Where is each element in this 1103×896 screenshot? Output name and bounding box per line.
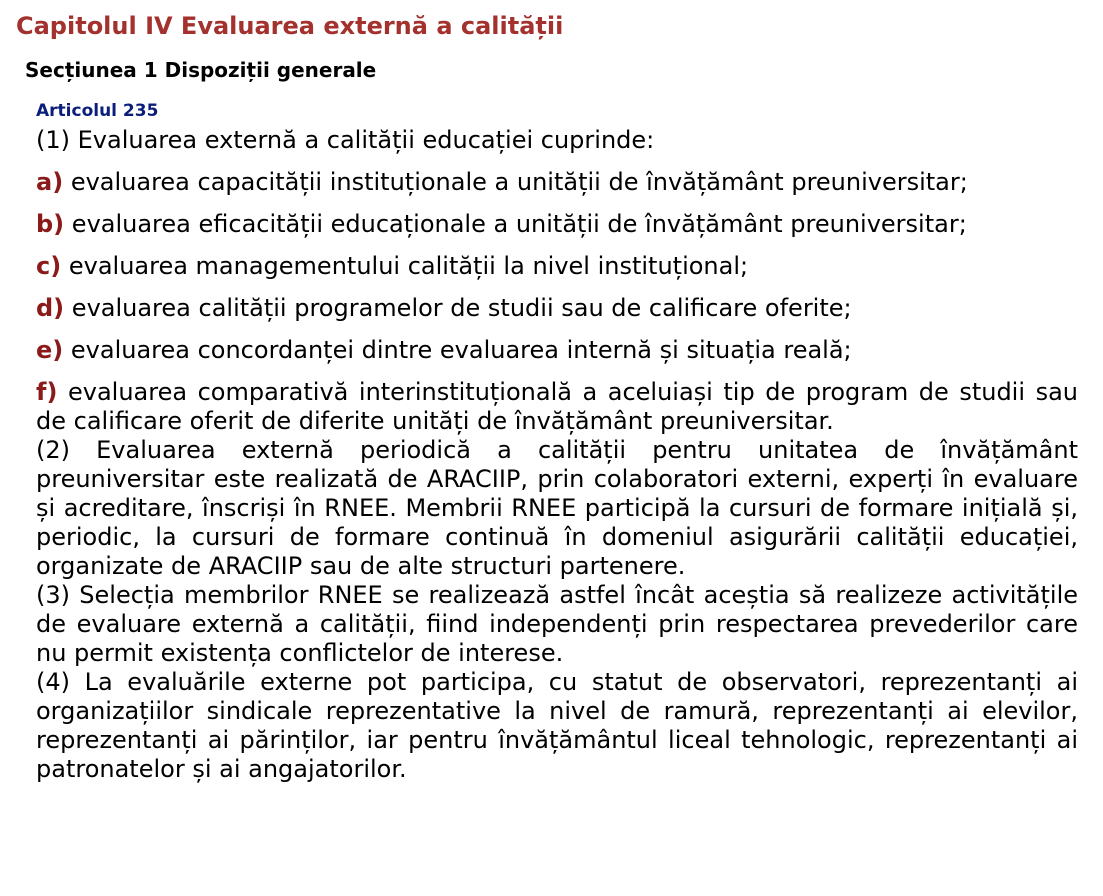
paragraph-3: (3) Selecția membrilor RNEE se realizează astfel încât aceștia să realizeze activitățile de evaluare externă a calității, fiind independenți prin respectarea prevederilor care nu permit existența conflictelor de interese. xyxy=(36,581,1078,667)
list-item-b xyxy=(36,210,1078,239)
list-item-text: evaluarea capacității instituționale a unității de învățământ preuniversitar; xyxy=(70,168,968,196)
paragraph-4: (4) La evaluările externe pot participa, cu statut de observatori, reprezentanți ai organizațiilor sindicale reprezentative la nivel de ramură, reprezentanți ai elevilor, reprezentanți ai părinților, iar pentru învățământul liceal tehnologic, reprezentanți ai patronatelor și ai angajatorilor. xyxy=(36,668,1078,783)
list-item-letter: b) xyxy=(36,210,65,238)
paragraph-2: (2) Evaluarea externă periodică a calității pentru unitatea de învățământ preuniversitar este realizată de ARACIIP, prin colaboratori externi, experți în evaluare și acreditare, înscriși în RNEE. Membrii RNEE participă la cursuri de formare inițială și, periodic, la cursuri de formare continuă în domeniul asigurării calității educației, organizate de ARACIIP sau de alte structuri partenere. xyxy=(36,436,1078,580)
chapter-title: Capitolul IV Evaluarea externă a calității xyxy=(16,12,564,40)
list-item-a xyxy=(36,168,1078,197)
list-item-text: evaluarea managementului calității la nivel instituțional; xyxy=(68,252,749,280)
list-item-letter: f) xyxy=(36,378,58,406)
list-item-text: evaluarea eficacității educaționale a unității de învățământ preuniversitar; xyxy=(71,210,967,238)
list-item-letter: a) xyxy=(36,168,64,196)
article-title: Articolul 235 xyxy=(36,101,159,121)
list-item-e xyxy=(36,336,1078,365)
list-item-letter: d) xyxy=(36,294,65,322)
section-title: Secțiunea 1 Dispoziții generale xyxy=(25,58,377,82)
list-item-f xyxy=(36,378,1078,436)
paragraph-1-intro: (1) Evaluarea externă a calității educației cuprinde: xyxy=(36,126,655,154)
list-item-c xyxy=(36,252,1078,281)
list-item-text: evaluarea calității programelor de studii sau de calificare oferite; xyxy=(71,294,852,322)
list-item-d xyxy=(36,294,1078,323)
list-item-letter: e) xyxy=(36,336,64,364)
list-item-text: evaluarea comparativă interinstituțională a aceluiași tip de program de studii sau de calificare oferit de diferite unități de învățământ preuniversitar. xyxy=(36,378,1078,435)
list-item-letter: c) xyxy=(36,252,62,280)
article-body xyxy=(36,126,1078,784)
list-item-text: evaluarea concordanței dintre evaluarea internă și situația reală; xyxy=(70,336,852,364)
